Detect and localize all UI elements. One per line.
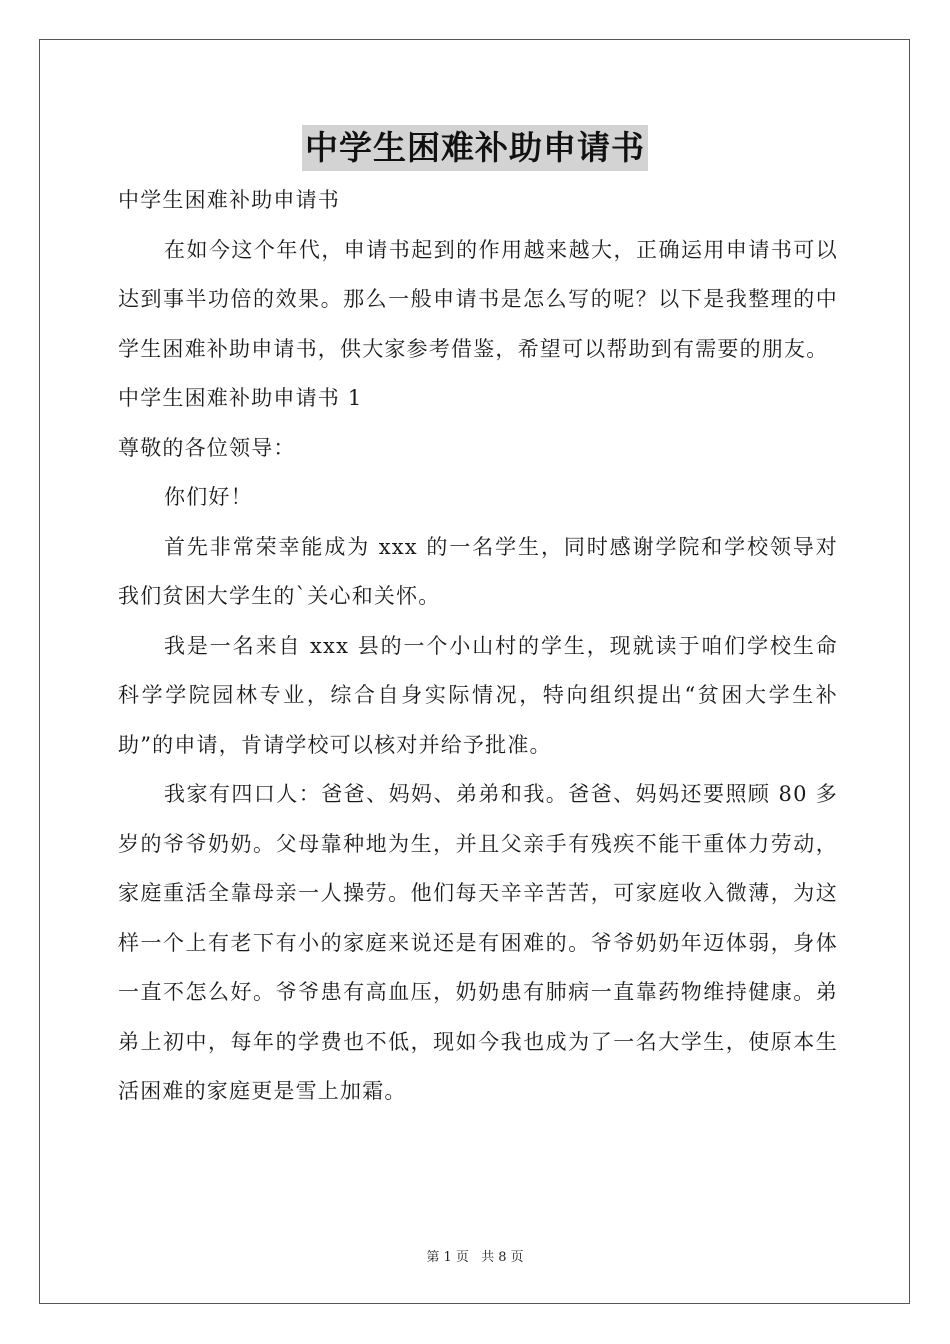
title-container (0, 125, 950, 171)
document-title: 中学生困难补助申请书 (302, 125, 648, 171)
document-body (118, 176, 838, 1117)
document-subtitle: 中学生困难补助申请书 (118, 188, 340, 212)
page-footer (0, 1246, 950, 1265)
intro-paragraph: 在如今这个年代，申请书起到的作用越来越大，正确运用申请书可以达到事半功倍的效果。那么一般申请书是怎么写的呢？以下是我整理的中学生困难补助申请书，供大家参考借鉴，希望可以帮助到有需要的朋友。 (118, 237, 838, 361)
page-total: 共 8 页 (481, 1250, 524, 1265)
salutation: 尊敬的各位领导： (118, 435, 296, 460)
section-heading: 中学生困难补助申请书 1 (118, 386, 363, 410)
greeting: 你们好！ (164, 485, 253, 509)
page-number: 第 1 页 (426, 1250, 469, 1265)
body-paragraph-3: 我家有四口人：爸爸、妈妈、弟弟和我。爸爸、妈妈还要照顾 80 多岁的爷爷奶奶。父母靠种地为生，并且父亲手有残疾不能干重体力劳动，家庭重活全靠母亲一人操劳。他们每天辛辛苦苦，可家庭收入微薄，为这样一个上有老下有小的家庭来说还是有困难的。爷爷奶奶年迈体弱，身体一直不怎么好。爷爷患有高血压，奶奶患有肺病一直靠药物维持健康。弟弟上初中，每年的学费也不低，现如今我也成为了一名大学生，使原本生活困难的家庭更是雪上加霜。 (118, 782, 838, 1103)
body-paragraph-2: 我是一名来自 xxx 县的一个小山村的学生，现就读于咱们学校生命科学学院园林专业，综合自身实际情况，特向组织提出“贫困大学生补助”的申请，肯请学校可以核对并给予批准。 (118, 633, 838, 757)
body-paragraph-1: 首先非常荣幸能成为 xxx 的一名学生，同时感谢学院和学校领导对我们贫困大学生的`关心和关怀。 (118, 534, 838, 608)
